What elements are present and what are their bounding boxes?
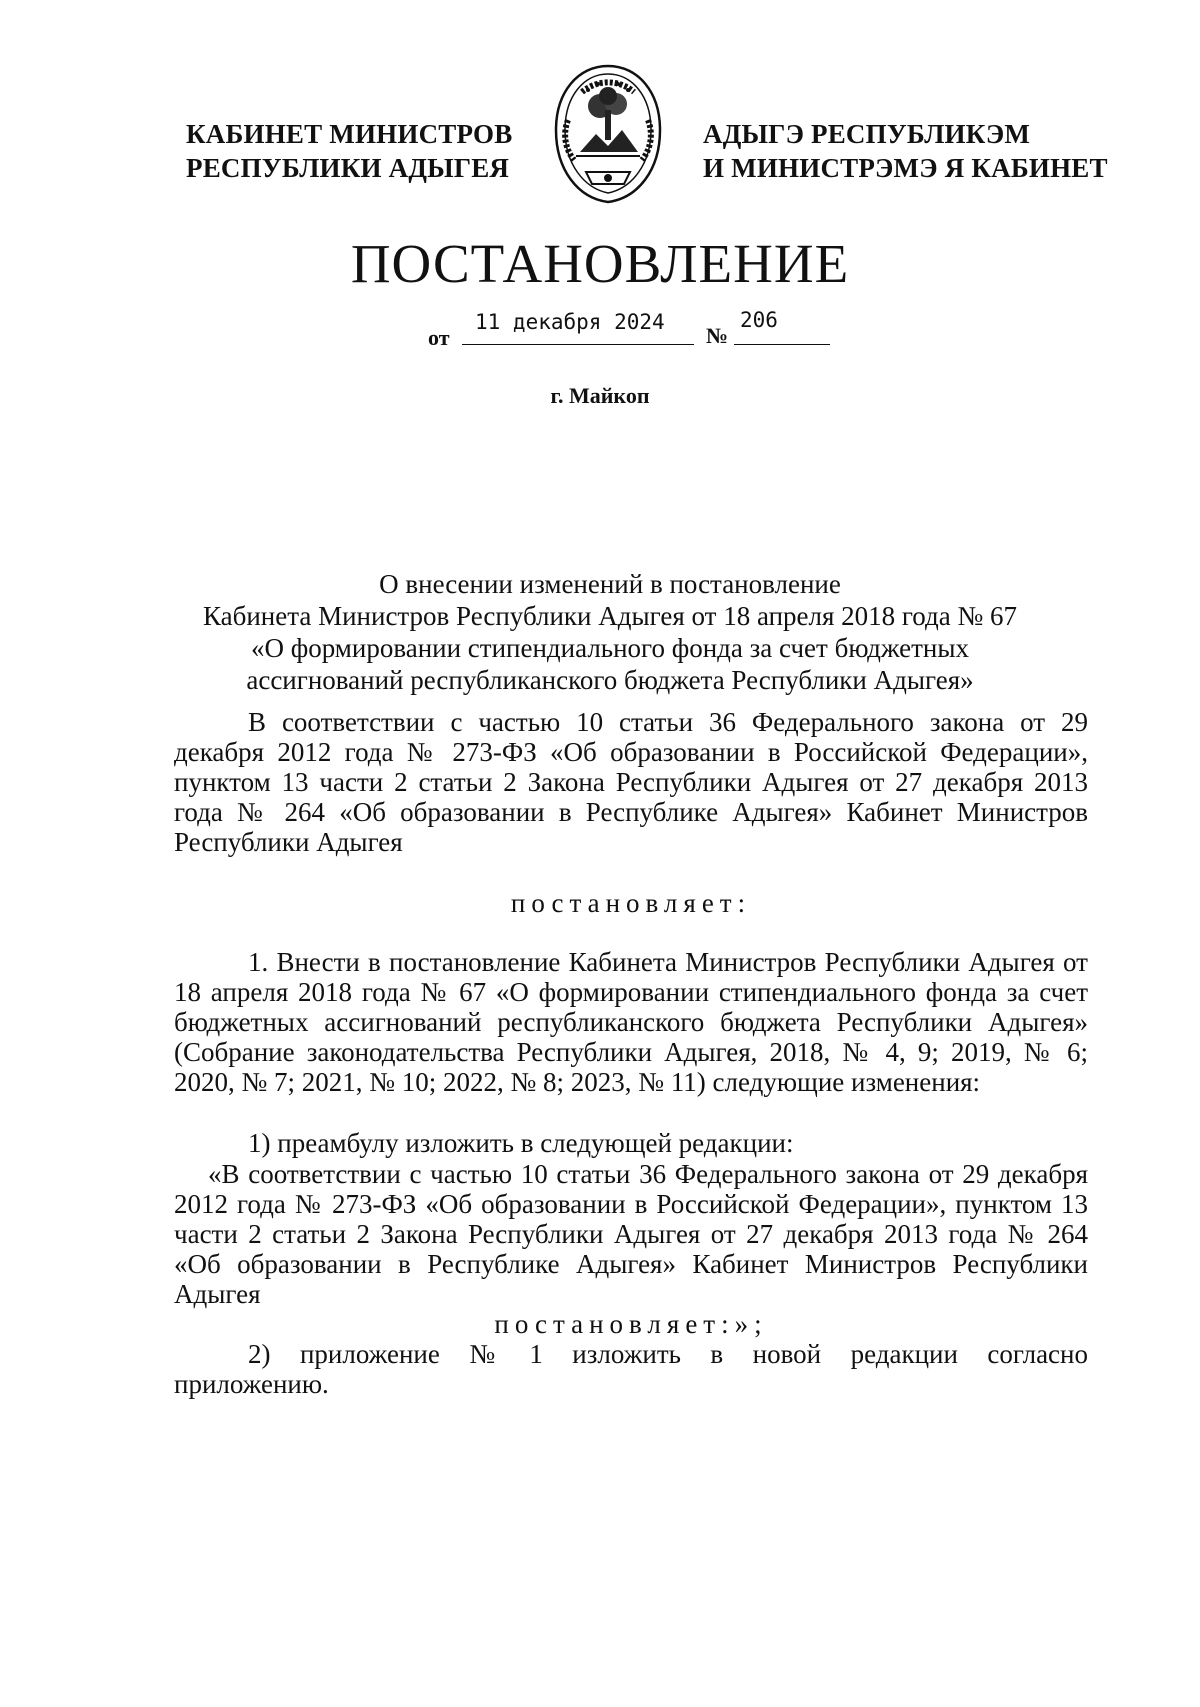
quoted-resolves-text: постановляет:»;	[494, 1309, 768, 1339]
issuer-name-adyghe	[703, 117, 1108, 185]
preamble-paragraph: В соответствии с частью 10 статьи 36 Федерального закона от 29 декабря 2012 года № 273-ФЗ «Об образовании в Российской Федерации», пунктом 13 части 2 статьи 2 Закона Республики Адыгея от 27 декабря 2013 года № 264 «Об образовании в Республике Адыгея» Кабинет Министров Республики Адыгея	[174, 707, 1088, 857]
number-underline	[734, 344, 830, 345]
subject-line-1: О внесении изменений в постановление	[379, 569, 841, 599]
document-date: 11 декабря 2024	[475, 310, 665, 334]
coat-of-arms-adygea-icon	[538, 60, 678, 208]
number-label: №	[706, 323, 729, 348]
subject-line-3: «О формировании стипендиального фонда за счет бюджетных	[250, 633, 970, 663]
resolves-heading	[174, 888, 1088, 918]
date-underline	[462, 344, 694, 345]
issuer-name-adyghe-line-1: АДЫГЭ РЕСПУБЛИКЭМ	[703, 119, 1031, 149]
document-number: 206	[740, 308, 778, 332]
list-item: 1) преамбулу изложить в следующей редакции:	[248, 1128, 794, 1158]
document-subject	[150, 568, 1070, 696]
issuer-name-line-1: КАБИНЕТ МИНИСТРОВ	[186, 119, 513, 149]
resolves-text: постановляет:	[510, 888, 752, 918]
document-city: г. Майкоп	[550, 383, 650, 408]
issuer-name-adyghe-line-2: И МИНИСТРЭМЭ Я КАБИНЕТ	[703, 153, 1108, 183]
list-item: 2) приложение № 1 изложить в новой редакции согласно приложению.	[174, 1339, 1088, 1399]
issuer-name-line-2: РЕСПУБЛИКИ АДЫГЕЯ	[186, 153, 510, 183]
quoted-preamble: «В соответствии с частью 10 статьи 36 Федерального закона от 29 декабря 2012 года № 273-ФЗ «Об образовании в Российской Федерации», пунктом 13 части 2 статьи 2 Закона Республики Адыгея от 27 декабря 2013 года № 264 «Об образовании в Республике Адыгея» Кабинет Министров Республики Адыгея	[174, 1159, 1088, 1309]
subject-line-4: ассигнований республиканского бюджета Республики Адыгея»	[246, 665, 974, 695]
quoted-resolves	[174, 1309, 1088, 1339]
date-label: от	[428, 325, 450, 350]
document-title: ПОСТАНОВЛЕНИЕ	[350, 233, 850, 294]
document-date-number	[0, 310, 1200, 350]
list-item: 1. Внести в постановление Кабинета Министров Республики Адыгея от 18 апреля 2018 года № 67 «О формировании стипендиального фонда за счет бюджетных ассигнований республиканского бюджета Республики Адыгея» (Собрание законодательства Республики Адыгея, 2018, № 4, 9; 2019, № 6; 2020, № 7; 2021, № 10; 2022, № 8; 2023, № 11) следующие изменения:	[174, 947, 1088, 1097]
issuer-name-russian	[186, 117, 512, 185]
subject-line-2: Кабинета Министров Республики Адыгея от 18 апреля 2018 года № 67	[202, 601, 1018, 631]
